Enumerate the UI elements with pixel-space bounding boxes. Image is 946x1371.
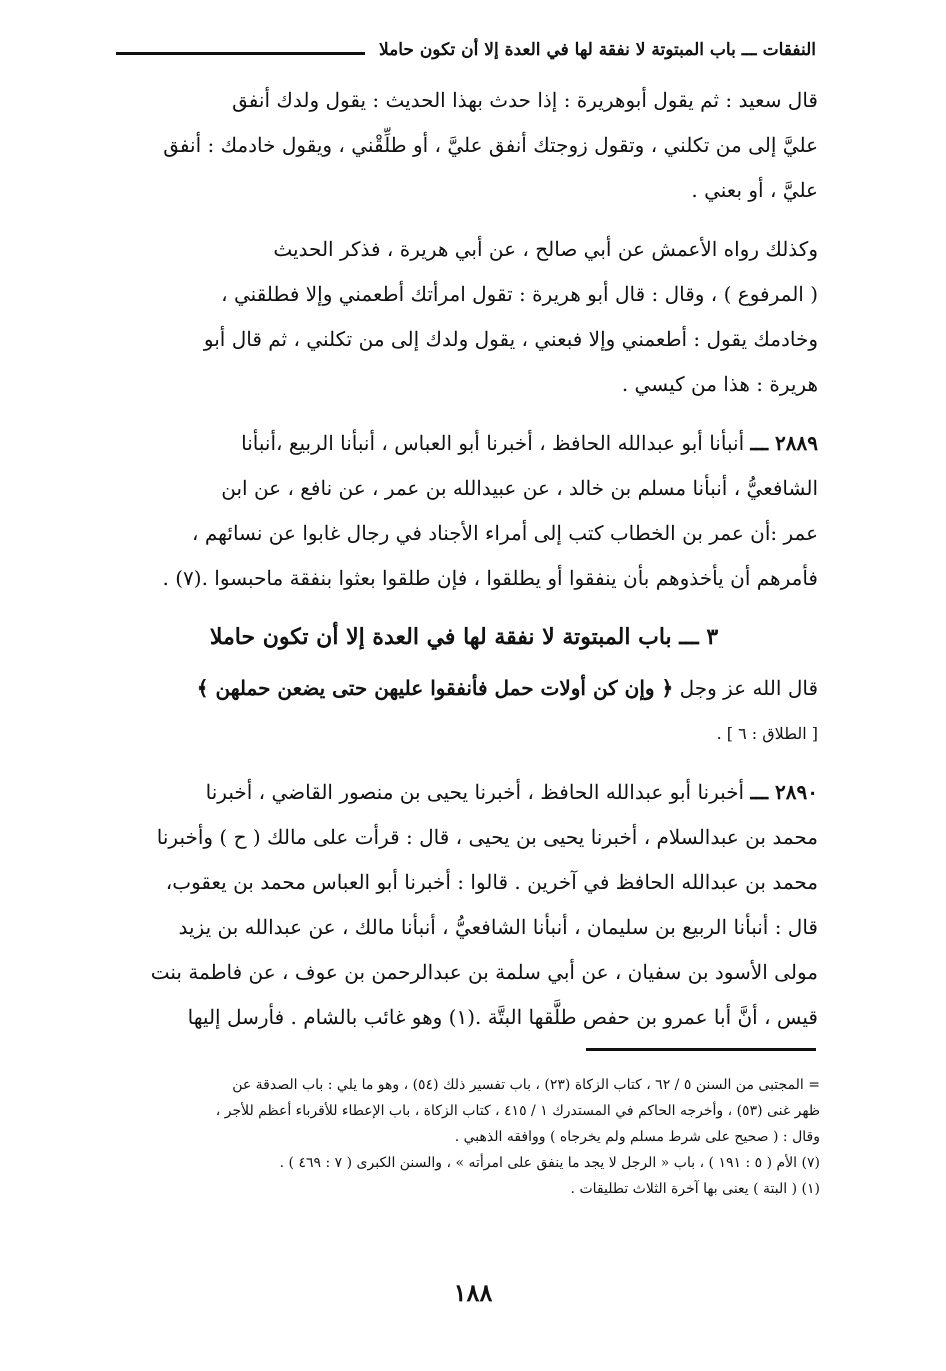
verse-paragraph [110,666,818,756]
text-line: الشافعيُّ ، أنبأنا مسلم بن خالد ، عن عبيدالله بن عمر ، عن نافع ، عن ابن [221,476,818,500]
text-line: عليَّ إلى من تكلني ، وتقول زوجتك أنفق عليَّ ، أو طلِّقْني ، ويقول خادمك : أنفق [163,133,818,157]
text-line: وخادمك يقول : أطعمني وإلا فبعني ، يقول ولدك إلى من تكلني ، ثم قال أبو [203,327,818,351]
header-rule [116,52,365,55]
text-line: محمد بن عبدالسلام ، أخبرنا يحيى بن يحيى ، قال : قرأت على مالك ( ح ) وأخبرنا [156,825,818,849]
hadith-text: أخبرنا أبو عبدالله الحافظ ، أخبرنا يحيى بن منصور القاضي ، أخبرنا [205,780,745,804]
page-number: ١٨٨ [453,1278,493,1307]
footnote-separator [586,1048,816,1051]
footnote-line: = المجتبى من السنن ٥ / ٦٢ ، كتاب الزكاة (٢٣) ، باب تفسير ذلك (٥٤) ، وهو ما يلي : باب الصدقة عن [232,1077,820,1093]
footnotes [110,1072,820,1202]
text-line: ( المرفوع ) ، وقال : قال أبو هريرة : تقول امرأتك أطعمني وإلا فطلقني ، [221,282,818,306]
main-text [110,78,818,1054]
paragraph-1 [110,78,818,213]
footnote-line: (٧) الأم ( ٥ : ١٩١ ) ، باب « الرجل لا يجد ما ينفق على امرأته » ، والسنن الكبرى ( ٧ : ٤٦٩ ) . [279,1155,820,1171]
text-line: عليَّ ، أو بعني . [691,178,818,202]
footnote-line: (١) ( البتة ) يعنى بها آخرة الثلاث تطليقات . [570,1181,820,1197]
running-header [116,40,816,60]
hadith-number: ٢٨٩٠ ـــ [750,780,818,804]
running-title: النفقات ـــ باب المبتوتة لا نفقة لها في العدة إلا أن تكون حاملا [378,40,816,60]
text-line: محمد بن عبدالله الحافظ في آخرين . قالوا : أخبرنا أبو العباس محمد بن يعقوب، [165,870,818,894]
text-line: قيس ، أنَّ أبا عمرو بن حفص طلَّقها البتَّة .(١) وهو غائب بالشام . فأرسل إليها [187,1005,818,1029]
text-line [110,666,818,711]
footnote-line: ظهر غنى (٥٣) ، وأخرجه الحاكم في المستدرك ١ / ٤١٥ ، كتاب الزكاة ، باب الإعطاء للأقرباء أعظم للأجر ، [215,1103,820,1119]
text-line: قال سعيد : ثم يقول أبوهريرة : إذا حدث بهذا الحديث : يقول ولدك أنفق [232,88,818,112]
verse-reference: [ الطلاق : ٦ ] . [716,724,818,743]
text-line [110,770,818,815]
hadith-number: ٢٨٨٩ ـــ [750,431,818,455]
quran-verse: ﴿ وإن كن أولات حمل فأنفقوا عليهن حتى يضعن حملهن ﴾ [196,676,674,700]
text-line: وكذلك رواه الأعمش عن أبي صالح ، عن أبي هريرة ، فذكر الحديث [273,237,818,261]
footnote-line: وقال : ( صحيح على شرط مسلم ولم يخرجاه ) ووافقه الذهبي . [454,1129,820,1145]
text-line: مولى الأسود بن سفيان ، عن أبي سلمة بن عبدالرحمن بن عوف ، عن فاطمة بنت [150,960,818,984]
text-line: هريرة : هذا من كيسي . [621,372,818,396]
text-line [110,421,818,466]
hadith-2889 [110,421,818,601]
paragraph-2 [110,227,818,407]
hadith-2890 [110,770,818,1040]
text-line: فأمرهم أن يأخذوهم بأن ينفقوا أو يطلقوا ، فإن طلقوا بعثوا بنفقة ماحبسوا .(٧) . [162,566,818,590]
verse-intro: قال الله عز وجل [679,676,818,700]
section-title: ٣ ـــ باب المبتوتة لا نفقة لها في العدة إلا أن تكون حاملا [209,624,719,650]
text-line: قال : أنبأنا الربيع بن سليمان ، أنبأنا الشافعيُّ ، أنبأنا مالك ، عن عبدالله بن يزيد [178,915,818,939]
hadith-text: أنبأنا أبو عبدالله الحافظ ، أخبرنا أبو العباس ، أنبأنا الربيع ،أنبأنا [241,431,745,455]
text-line: عمر :أن عمر بن الخطاب كتب إلى أمراء الأجناد في رجال غابوا عن نسائهم ، [192,521,818,545]
